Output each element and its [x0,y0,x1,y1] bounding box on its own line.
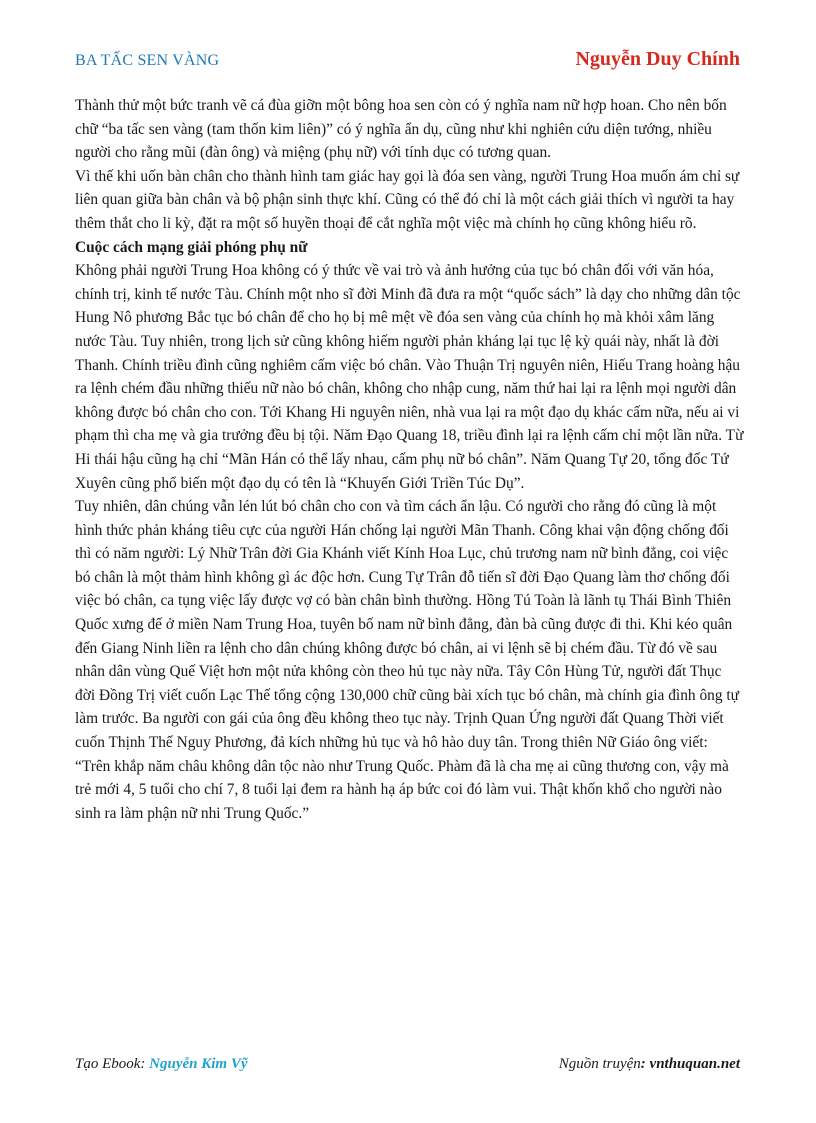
paragraph-3: Không phải người Trung Hoa không có ý thức về vai trò và ảnh hưởng của tục bó chân đối với văn hóa, chính trị, kinh tế nước Tàu. Chính một nho sĩ đời Minh đã đưa ra một “quốc sách” là dạy cho những dân tộc Hung Nô phương Bắc tục bó chân để cho họ bị mê mệt về đóa sen vàng của chính họ mà khỏi xâm lăng nước Tàu. Tuy nhiên, trong lịch sử cũng không hiếm người phản kháng lại tục lệ kỳ quái này, nhất là đời Thanh. Chính triều đình cũng nghiêm cấm việc bó chân. Vào Thuận Trị nguyên niên, Hiếu Trang hoàng hậu ra lệnh chém đầu những thiếu nữ nào bó chân, không cho nhập cung, năm thứ hai lại ra lệnh mọi người dân không được bó chân cho con. Tới Khang Hi nguyên niên, nhà vua lại ra một đạo dụ khác cấm nữa, nếu ai vi phạm thì cha mẹ và gia trưởng đều bị tội. Năm Đạo Quang 18, triều đình lại ra lệnh cấm chỉ một lần nữa. Từ Hi thái hậu cũng hạ chỉ “Mãn Hán có thể lấy nhau, cấm phụ nữ bó chân”. Năm Quang Tự 20, tổng đốc Tứ Xuyên cũng phổ biến một đạo dụ có tên là “Khuyến Giới Triền Túc Dụ”. [75,262,744,492]
ebook-creator: Nguyễn Kim Vỹ [149,1056,248,1072]
source-label: Nguồn truyện [558,1056,641,1072]
footer-source-credit [559,1056,740,1073]
paragraph-1: Thành thử một bức tranh vẽ cá đùa giỡn một bông hoa sen còn có ý nghĩa nam nữ hợp hoan. Cho nên bốn chữ “ba tấc sen vàng (tam thốn kim liên)” có ý nghĩa ẩn dụ, cũng như khi nghiên cứu diện tướng, nhiều người cho rằng mũi (đàn ông) và miệng (phụ nữ) với tính dục có tương quan. [75,97,727,162]
ebook-label: Tạo Ebook [75,1056,141,1072]
paragraph-2: Vì thế khi uốn bàn chân cho thành hình tam giác hay gọi là đóa sen vàng, người Trung Hoa muốn ám chỉ sự liên quan giữa bàn chân và bộ phận sinh thực khí. Cũng có thể đó chỉ là một cách giải thích vì người ta hay thêm thắt cho li kỳ, đặt ra một số huyền thoại để cắt nghĩa một việc mà chính họ cũng không hiểu rõ. [75,167,740,232]
source-site: vnthuquan.net [649,1056,740,1072]
author-name: Nguyễn Duy Chính [575,48,740,70]
ebook-separator: : [140,1056,150,1072]
book-title: BA TẤC SEN VÀNG [75,52,220,69]
paragraph-4: Tuy nhiên, dân chúng vẫn lén lút bó chân cho con và tìm cách ẩn lậu. Có người cho rằng đó cũng là một hình thức phản kháng tiêu cực của người Hán chống lại người Mãn Thanh. Công khai vận động chống đối thì có năm người: Lý Nhữ Trân đời Gia Khánh viết Kính Hoa Lục, chủ trương nam nữ bình đẳng, coi việc bó chân là một thảm hình không gì ác độc hơn. Cung Tự Trân đỗ tiến sĩ đời Đạo Quang làm thơ chống đối việc bó chân, ca tụng việc lấy được vợ có bàn chân bình thường. Hồng Tú Toàn là lãnh tụ Thái Bình Thiên Quốc xưng đế ở miền Nam Trung Hoa, tuyên bố nam nữ bình đẳng, đàn bà cũng được đi thi. Khi kéo quân đến Giang Ninh liền ra lệnh cho dân chúng không được bó chân, ai vi lệnh sẽ bị chém đầu. Từ đó về sau nhân dân vùng Quế Việt hơn một nửa không còn theo hủ tục này nữa. Tây Côn Hùng Tử, người đất Thục đời Đồng Trị viết cuốn Lạc Thế tổng cộng 130,000 chữ cũng bài xích tục bó chân, mà chính gia đình ông tự làm trước. Ba người con gái của ông đều không theo tục này. Trịnh Quan Ứng người đất Quang Thời viết cuốn Thịnh Thế Nguy Phương, đả kích những hủ tục và hô hào duy tân. Trong thiên Nữ Giáo ông viết: “Trên khắp năm châu không dân tộc nào như Trung Quốc. Phàm đã là cha mẹ ai cũng thương con, vậy mà trẻ mới 4, 5 tuổi cho chí 7, 8 tuổi lại đem ra hành hạ áp bức coi đó làm vui. Thật khốn khổ cho người nào sinh ra làm phận nữ nhi Trung Quốc.” [75,498,739,822]
section-heading: Cuộc cách mạng giải phóng phụ nữ [75,238,308,256]
footer-ebook-credit [75,1056,248,1073]
page-content [75,94,745,825]
source-separator: : [640,1056,650,1072]
